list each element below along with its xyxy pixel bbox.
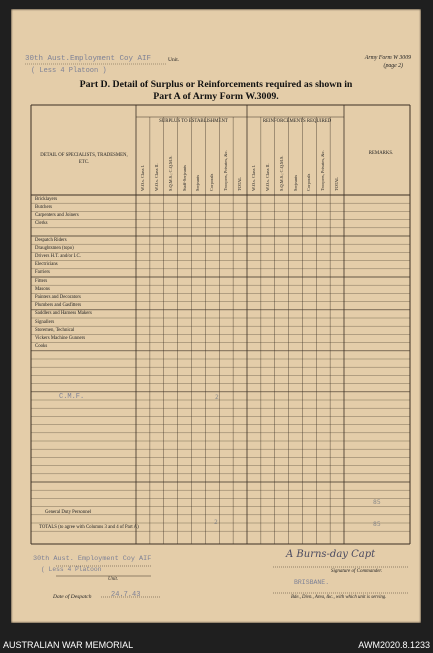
reinforcement-column-label: W.O.s. Class I. xyxy=(250,164,256,191)
detail-column-header: DETAIL OF SPECIALISTS, TRADESMEN, ETC. xyxy=(40,153,128,165)
unit-subname-typed: ( Less 4 Platoon ) xyxy=(31,67,107,75)
row-label: Plumbers and Gasfitters xyxy=(35,303,82,309)
row-label: Farriers xyxy=(35,270,50,276)
totals-remark: 85 xyxy=(373,521,381,528)
caption-institution: AUSTRALIAN WAR MEMORIAL xyxy=(3,640,134,650)
footer-unit-label: Unit. xyxy=(108,577,119,582)
general-duty-label: General Duty Personnel xyxy=(45,510,92,515)
reinforcements-header: REINFORCEMENTS REQUIRED xyxy=(262,119,332,124)
location-label: Bde., Divn., Area, &c., with which unit is serving. xyxy=(291,595,387,600)
row-label: Masons xyxy=(35,286,50,292)
reinforcement-column-label: S.Q.M.S.; C.Q.M.S. xyxy=(278,155,284,191)
date-of-despatch-value: 24.7.43 xyxy=(111,591,141,599)
surplus-header: SURPLUS TO ESTABLISHMENT xyxy=(159,119,228,124)
surplus-column-label: Staff-Serjeants xyxy=(181,164,187,191)
footer-rules xyxy=(11,9,421,623)
row-label: Butchers xyxy=(35,204,53,210)
unit-label: Unit. xyxy=(168,57,180,63)
row-label: Despatch Riders xyxy=(35,237,67,243)
totals-total: 2 xyxy=(214,519,218,526)
totals-label: TOTALS (to agree with Columns 3 and 4 of Part A) xyxy=(39,525,139,530)
surplus-column-label: Serjeants xyxy=(195,174,201,191)
form-sheet xyxy=(11,9,421,623)
army-form-number: Army Form W 3009 xyxy=(364,55,411,61)
row-label: Bricklayers xyxy=(35,196,58,202)
surplus-column-label: Troopers, Privates, &c. xyxy=(223,150,229,191)
remarks-header: REMARKS. xyxy=(368,151,394,156)
row-label: Carpenters and Joiners xyxy=(35,212,79,218)
reinforcement-column-label: Serjeants xyxy=(292,174,298,191)
footer-unit-subtyped: ( Less 4 Platoon xyxy=(41,566,102,573)
reinforcement-column-label: W.O.s. Class II. xyxy=(264,163,270,191)
signature-label: Signature of Commander. xyxy=(331,569,383,574)
row-label: Cooks xyxy=(35,344,48,350)
row-label: Clerks xyxy=(35,221,48,227)
surplus-column-label: W.O.s. Class II. xyxy=(153,163,159,191)
row-label: Signallers xyxy=(35,319,55,325)
row-label: Electricians xyxy=(35,262,58,268)
surplus-column-label: W.O.s. Class I. xyxy=(139,164,145,191)
reinforcement-column-label: Troopers, Privates, &c. xyxy=(320,150,326,191)
form-title-line2: Part A of Army Form W.3009. xyxy=(153,91,279,102)
row-label: Painters and Decorators xyxy=(35,294,81,300)
general-duty-remark: 85 xyxy=(373,499,381,506)
commander-signature: A Burns-day Capt xyxy=(286,549,376,560)
form-title-line1: Part D. Detail of Surplus or Reinforcements required as shown in xyxy=(79,79,353,90)
unit-name-typed: 30th Aust.Employment Coy AIF xyxy=(25,55,152,63)
surplus-column-label: S.Q.M.S.; C.Q.M.S. xyxy=(167,155,173,191)
row-label: Draughtsmen (topo) xyxy=(35,245,74,251)
surplus-column-label: TOTAL xyxy=(237,177,243,191)
row-label: Saddlers and Harness Makers xyxy=(35,311,92,317)
date-of-despatch-label: Date of Despatch xyxy=(53,594,92,600)
footer-unit-typed: 30th Aust. Employment Coy AIF xyxy=(33,555,152,563)
reinforcement-column-label: Corporals xyxy=(306,173,312,191)
caption-accession-id: AWM2020.8.1233 xyxy=(358,640,430,650)
location-typed: BRISBANE. xyxy=(294,579,330,586)
cmf-total: 2 xyxy=(215,394,219,401)
surplus-column-label: Corporals xyxy=(209,173,215,191)
row-label: Storemen, Technical xyxy=(35,327,75,333)
row-label: Drivers H.T. and/or I.C. xyxy=(35,253,81,259)
reinforcement-column-label: TOTAL xyxy=(334,177,340,191)
row-label: Vickers Machine Gunners xyxy=(35,335,86,341)
cmf-entry: C.M.F. xyxy=(59,393,85,401)
page-reference: (page 2) xyxy=(383,63,403,69)
row-label: Fitters xyxy=(35,278,48,284)
